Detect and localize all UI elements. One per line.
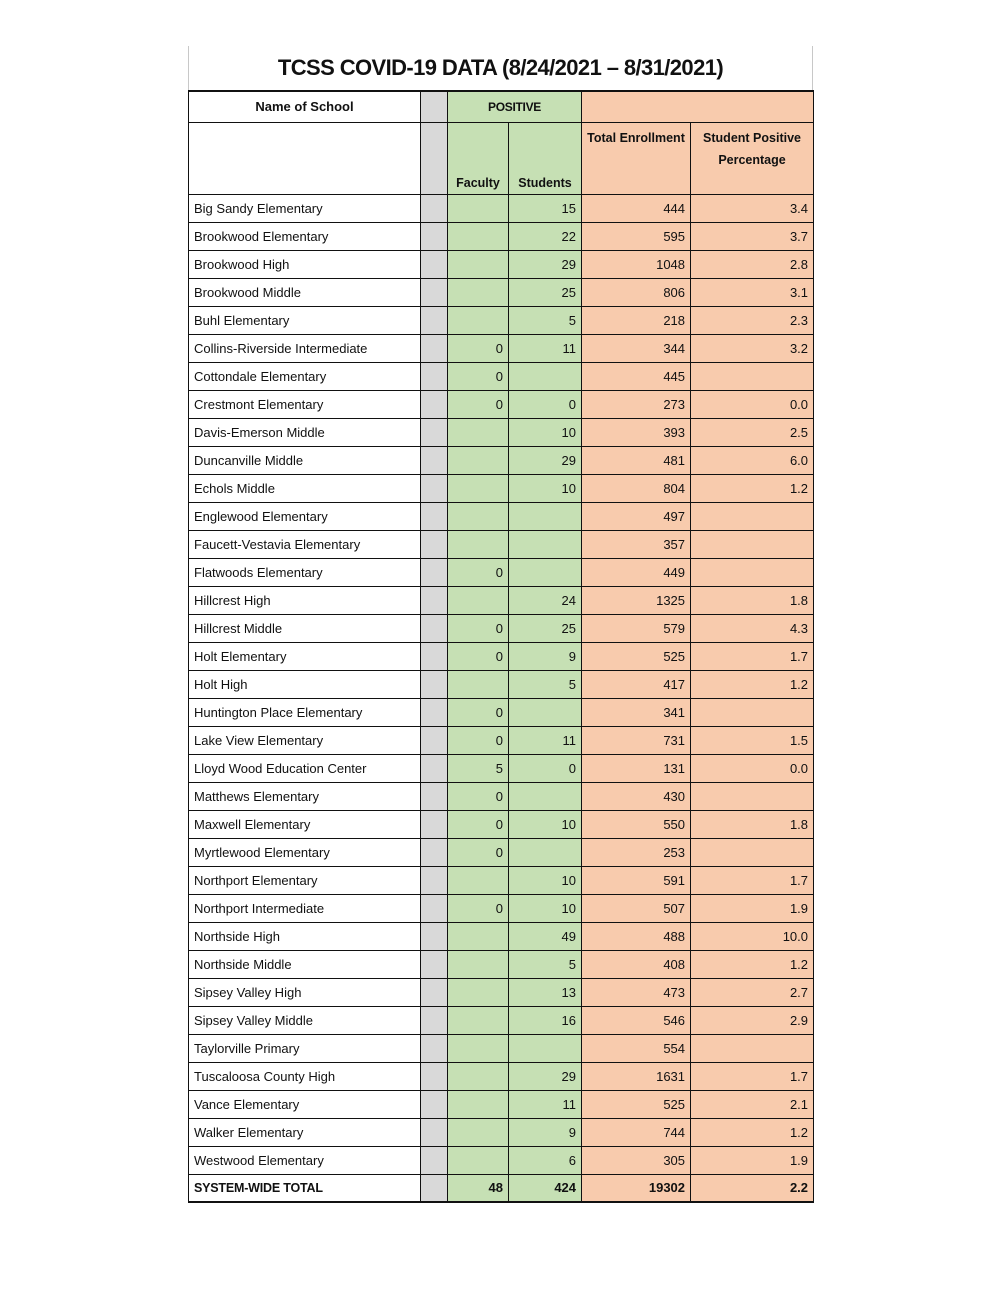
faculty-positive-cell: 0 — [448, 698, 509, 726]
school-name-cell: Buhl Elementary — [189, 306, 421, 334]
enrollment-cell: 525 — [582, 1090, 691, 1118]
faculty-positive-cell — [448, 1146, 509, 1174]
spacer-cell — [421, 586, 448, 614]
enrollment-cell: 1325 — [582, 586, 691, 614]
school-name-cell: Crestmont Elementary — [189, 390, 421, 418]
table-row — [189, 866, 814, 894]
students-positive-cell: 0 — [509, 390, 582, 418]
faculty-positive-cell — [448, 194, 509, 222]
students-positive-cell: 9 — [509, 642, 582, 670]
school-name-cell: Northport Elementary — [189, 866, 421, 894]
students-positive-cell: 10 — [509, 810, 582, 838]
enrollment-cell: 253 — [582, 838, 691, 866]
table-row — [189, 446, 814, 474]
faculty-positive-cell: 0 — [448, 362, 509, 390]
enrollment-cell: 473 — [582, 978, 691, 1006]
students-positive-cell: 15 — [509, 194, 582, 222]
enrollment-cell: 449 — [582, 558, 691, 586]
faculty-positive-cell: 0 — [448, 558, 509, 586]
percentage-cell: 0.0 — [691, 754, 814, 782]
percentage-cell — [691, 838, 814, 866]
school-name-cell: Big Sandy Elementary — [189, 194, 421, 222]
faculty-positive-cell — [448, 530, 509, 558]
percentage-cell: 3.7 — [691, 222, 814, 250]
percentage-cell: 1.8 — [691, 810, 814, 838]
table-row — [189, 782, 814, 810]
spacer-cell — [421, 558, 448, 586]
spacer-cell — [421, 91, 448, 122]
enrollment-cell: 507 — [582, 894, 691, 922]
students-positive-cell — [509, 558, 582, 586]
faculty-positive-cell — [448, 1062, 509, 1090]
spacer-cell — [421, 698, 448, 726]
students-positive-cell — [509, 362, 582, 390]
students-positive-cell — [509, 530, 582, 558]
school-name-cell: Northside High — [189, 922, 421, 950]
spacer-cell — [421, 222, 448, 250]
students-positive-cell — [509, 698, 582, 726]
faculty-positive-cell — [448, 866, 509, 894]
spacer-cell — [421, 474, 448, 502]
table-row — [189, 1118, 814, 1146]
percentage-cell — [691, 698, 814, 726]
enrollment-cell: 218 — [582, 306, 691, 334]
school-name-cell: Sipsey Valley High — [189, 978, 421, 1006]
percentage-cell: 4.3 — [691, 614, 814, 642]
students-positive-cell: 10 — [509, 418, 582, 446]
school-name-cell: Englewood Elementary — [189, 502, 421, 530]
spacer-cell — [421, 1090, 448, 1118]
table-row — [189, 194, 814, 222]
header-student-positive-percentage: Student Positive Percentage — [691, 122, 814, 194]
enrollment-cell: 554 — [582, 1034, 691, 1062]
table-row — [189, 810, 814, 838]
covid-data-sheet — [188, 46, 813, 1203]
faculty-positive-cell — [448, 418, 509, 446]
faculty-positive-cell: 5 — [448, 754, 509, 782]
faculty-positive-cell: 0 — [448, 894, 509, 922]
table-row — [189, 530, 814, 558]
spacer-cell — [421, 782, 448, 810]
spacer-cell — [421, 670, 448, 698]
total-enrollment: 19302 — [582, 1174, 691, 1202]
school-name-cell: Northside Middle — [189, 950, 421, 978]
faculty-positive-cell: 0 — [448, 334, 509, 362]
enrollment-cell: 444 — [582, 194, 691, 222]
table-row — [189, 1062, 814, 1090]
enrollment-cell: 131 — [582, 754, 691, 782]
students-positive-cell: 10 — [509, 866, 582, 894]
enrollment-cell: 744 — [582, 1118, 691, 1146]
enrollment-cell: 591 — [582, 866, 691, 894]
percentage-cell: 2.9 — [691, 1006, 814, 1034]
enrollment-cell: 579 — [582, 614, 691, 642]
percentage-cell: 1.7 — [691, 642, 814, 670]
header-name-blank — [189, 122, 421, 194]
spacer-cell — [421, 306, 448, 334]
percentage-cell: 1.2 — [691, 474, 814, 502]
total-percentage: 2.2 — [691, 1174, 814, 1202]
school-name-cell: Brookwood High — [189, 250, 421, 278]
table-row — [189, 642, 814, 670]
spacer-cell — [421, 418, 448, 446]
percentage-cell: 2.3 — [691, 306, 814, 334]
faculty-positive-cell: 0 — [448, 810, 509, 838]
header-row-bottom — [189, 122, 814, 194]
table-row — [189, 1146, 814, 1174]
spacer-cell — [421, 1006, 448, 1034]
faculty-positive-cell — [448, 1118, 509, 1146]
faculty-positive-cell — [448, 250, 509, 278]
percentage-cell — [691, 502, 814, 530]
table-row — [189, 922, 814, 950]
spacer-cell — [421, 530, 448, 558]
enrollment-cell: 1631 — [582, 1062, 691, 1090]
percentage-cell: 3.4 — [691, 194, 814, 222]
percentage-cell: 2.7 — [691, 978, 814, 1006]
table-row — [189, 306, 814, 334]
faculty-positive-cell — [448, 1006, 509, 1034]
spacer-cell — [421, 334, 448, 362]
total-faculty: 48 — [448, 1174, 509, 1202]
percentage-cell: 1.7 — [691, 866, 814, 894]
students-positive-cell: 9 — [509, 1118, 582, 1146]
spacer-cell — [421, 978, 448, 1006]
percentage-cell: 6.0 — [691, 446, 814, 474]
school-name-cell: Hillcrest Middle — [189, 614, 421, 642]
students-positive-cell: 5 — [509, 950, 582, 978]
table-row — [189, 614, 814, 642]
enrollment-cell: 430 — [582, 782, 691, 810]
faculty-positive-cell: 0 — [448, 614, 509, 642]
faculty-positive-cell — [448, 586, 509, 614]
enrollment-cell: 595 — [582, 222, 691, 250]
students-positive-cell: 25 — [509, 614, 582, 642]
table-body — [189, 194, 814, 1174]
table-row — [189, 838, 814, 866]
faculty-positive-cell: 0 — [448, 782, 509, 810]
school-name-cell: Tuscaloosa County High — [189, 1062, 421, 1090]
enrollment-cell: 481 — [582, 446, 691, 474]
enrollment-cell: 497 — [582, 502, 691, 530]
students-positive-cell: 25 — [509, 278, 582, 306]
school-name-cell: Echols Middle — [189, 474, 421, 502]
school-name-cell: Davis-Emerson Middle — [189, 418, 421, 446]
percentage-cell: 0.0 — [691, 390, 814, 418]
header-positive: POSITIVE — [448, 91, 582, 122]
school-name-cell: Holt High — [189, 670, 421, 698]
percentage-cell: 2.5 — [691, 418, 814, 446]
spacer-cell — [421, 614, 448, 642]
students-positive-cell: 5 — [509, 670, 582, 698]
table-row — [189, 1090, 814, 1118]
table-row — [189, 950, 814, 978]
spacer-cell — [421, 754, 448, 782]
enrollment-cell: 408 — [582, 950, 691, 978]
enrollment-cell: 550 — [582, 810, 691, 838]
table-row — [189, 250, 814, 278]
faculty-positive-cell — [448, 474, 509, 502]
students-positive-cell — [509, 502, 582, 530]
faculty-positive-cell — [448, 306, 509, 334]
faculty-positive-cell: 0 — [448, 838, 509, 866]
percentage-cell: 2.8 — [691, 250, 814, 278]
spacer-cell — [421, 838, 448, 866]
students-positive-cell: 11 — [509, 1090, 582, 1118]
table-row — [189, 278, 814, 306]
students-positive-cell: 49 — [509, 922, 582, 950]
faculty-positive-cell — [448, 670, 509, 698]
faculty-positive-cell — [448, 950, 509, 978]
students-positive-cell — [509, 782, 582, 810]
percentage-cell: 1.2 — [691, 950, 814, 978]
spacer-cell — [421, 1034, 448, 1062]
percentage-cell — [691, 530, 814, 558]
percentage-cell: 1.2 — [691, 670, 814, 698]
students-positive-cell: 29 — [509, 446, 582, 474]
spacer-cell — [421, 866, 448, 894]
table-row — [189, 978, 814, 1006]
school-name-cell: Walker Elementary — [189, 1118, 421, 1146]
faculty-positive-cell — [448, 278, 509, 306]
percentage-cell: 2.1 — [691, 1090, 814, 1118]
school-name-cell: Westwood Elementary — [189, 1146, 421, 1174]
school-name-cell: Brookwood Middle — [189, 278, 421, 306]
table-row — [189, 754, 814, 782]
enrollment-cell: 344 — [582, 334, 691, 362]
school-name-cell: Duncanville Middle — [189, 446, 421, 474]
header-enrollment-group — [582, 91, 814, 122]
students-positive-cell: 11 — [509, 726, 582, 754]
students-positive-cell: 29 — [509, 250, 582, 278]
percentage-cell: 3.1 — [691, 278, 814, 306]
table-row — [189, 1006, 814, 1034]
total-row — [189, 1174, 814, 1202]
spacer-cell — [421, 810, 448, 838]
spacer-cell — [421, 726, 448, 754]
students-positive-cell: 10 — [509, 474, 582, 502]
table-row — [189, 362, 814, 390]
enrollment-cell: 417 — [582, 670, 691, 698]
enrollment-cell: 1048 — [582, 250, 691, 278]
spacer-cell — [421, 894, 448, 922]
school-name-cell: Lake View Elementary — [189, 726, 421, 754]
page-title: TCSS COVID-19 DATA (8/24/2021 – 8/31/2021) — [188, 46, 813, 90]
table-row — [189, 334, 814, 362]
students-positive-cell — [509, 1034, 582, 1062]
spacer-cell — [421, 1146, 448, 1174]
enrollment-cell: 393 — [582, 418, 691, 446]
spacer-cell — [421, 446, 448, 474]
enrollment-cell: 305 — [582, 1146, 691, 1174]
enrollment-cell: 273 — [582, 390, 691, 418]
header-students: Students — [509, 122, 582, 194]
percentage-cell: 1.9 — [691, 894, 814, 922]
table-row — [189, 698, 814, 726]
table-row — [189, 586, 814, 614]
percentage-cell: 1.8 — [691, 586, 814, 614]
table-row — [189, 1034, 814, 1062]
percentage-cell — [691, 782, 814, 810]
spacer-cell — [421, 1174, 448, 1202]
school-name-cell: Cottondale Elementary — [189, 362, 421, 390]
percentage-cell — [691, 1034, 814, 1062]
table-row — [189, 670, 814, 698]
enrollment-cell: 806 — [582, 278, 691, 306]
enrollment-cell: 445 — [582, 362, 691, 390]
header-school-name: Name of School — [189, 91, 421, 122]
covid-data-table — [188, 90, 814, 1203]
table-row — [189, 502, 814, 530]
faculty-positive-cell — [448, 446, 509, 474]
spacer-cell — [421, 278, 448, 306]
school-name-cell: Myrtlewood Elementary — [189, 838, 421, 866]
students-positive-cell: 5 — [509, 306, 582, 334]
spacer-cell — [421, 362, 448, 390]
spacer-cell — [421, 1118, 448, 1146]
spacer-cell — [421, 922, 448, 950]
percentage-cell: 3.2 — [691, 334, 814, 362]
school-name-cell: Hillcrest High — [189, 586, 421, 614]
school-name-cell: Collins-Riverside Intermediate — [189, 334, 421, 362]
faculty-positive-cell — [448, 502, 509, 530]
percentage-cell: 1.5 — [691, 726, 814, 754]
school-name-cell: Brookwood Elementary — [189, 222, 421, 250]
school-name-cell: Holt Elementary — [189, 642, 421, 670]
percentage-cell: 1.7 — [691, 1062, 814, 1090]
enrollment-cell: 357 — [582, 530, 691, 558]
school-name-cell: Sipsey Valley Middle — [189, 1006, 421, 1034]
students-positive-cell: 22 — [509, 222, 582, 250]
faculty-positive-cell: 0 — [448, 642, 509, 670]
students-positive-cell: 13 — [509, 978, 582, 1006]
percentage-cell: 1.2 — [691, 1118, 814, 1146]
enrollment-cell: 804 — [582, 474, 691, 502]
percentage-cell: 1.9 — [691, 1146, 814, 1174]
percentage-cell — [691, 362, 814, 390]
students-positive-cell — [509, 838, 582, 866]
table-row — [189, 474, 814, 502]
faculty-positive-cell: 0 — [448, 390, 509, 418]
school-name-cell: Maxwell Elementary — [189, 810, 421, 838]
enrollment-cell: 488 — [582, 922, 691, 950]
students-positive-cell: 29 — [509, 1062, 582, 1090]
header-row-top — [189, 91, 814, 122]
enrollment-cell: 546 — [582, 1006, 691, 1034]
school-name-cell: Lloyd Wood Education Center — [189, 754, 421, 782]
table-row — [189, 558, 814, 586]
spacer-cell — [421, 950, 448, 978]
faculty-positive-cell: 0 — [448, 726, 509, 754]
total-students: 424 — [509, 1174, 582, 1202]
table-row — [189, 726, 814, 754]
school-name-cell: Huntington Place Elementary — [189, 698, 421, 726]
school-name-cell: Flatwoods Elementary — [189, 558, 421, 586]
faculty-positive-cell — [448, 978, 509, 1006]
total-label: SYSTEM-WIDE TOTAL — [189, 1174, 421, 1202]
students-positive-cell: 24 — [509, 586, 582, 614]
students-positive-cell: 10 — [509, 894, 582, 922]
faculty-positive-cell — [448, 1034, 509, 1062]
spacer-cell — [421, 1062, 448, 1090]
students-positive-cell: 11 — [509, 334, 582, 362]
enrollment-cell: 731 — [582, 726, 691, 754]
faculty-positive-cell — [448, 922, 509, 950]
spacer-cell — [421, 122, 448, 194]
students-positive-cell: 6 — [509, 1146, 582, 1174]
table-row — [189, 418, 814, 446]
spacer-cell — [421, 250, 448, 278]
school-name-cell: Northport Intermediate — [189, 894, 421, 922]
spacer-cell — [421, 642, 448, 670]
school-name-cell: Faucett-Vestavia Elementary — [189, 530, 421, 558]
faculty-positive-cell — [448, 222, 509, 250]
students-positive-cell: 16 — [509, 1006, 582, 1034]
spacer-cell — [421, 502, 448, 530]
school-name-cell: Taylorville Primary — [189, 1034, 421, 1062]
school-name-cell: Vance Elementary — [189, 1090, 421, 1118]
enrollment-cell: 525 — [582, 642, 691, 670]
header-total-enrollment: Total Enrollment — [582, 122, 691, 194]
table-row — [189, 222, 814, 250]
spacer-cell — [421, 194, 448, 222]
enrollment-cell: 341 — [582, 698, 691, 726]
header-faculty: Faculty — [448, 122, 509, 194]
percentage-cell — [691, 558, 814, 586]
faculty-positive-cell — [448, 1090, 509, 1118]
percentage-cell: 10.0 — [691, 922, 814, 950]
table-row — [189, 894, 814, 922]
table-row — [189, 390, 814, 418]
students-positive-cell: 0 — [509, 754, 582, 782]
spacer-cell — [421, 390, 448, 418]
school-name-cell: Matthews Elementary — [189, 782, 421, 810]
